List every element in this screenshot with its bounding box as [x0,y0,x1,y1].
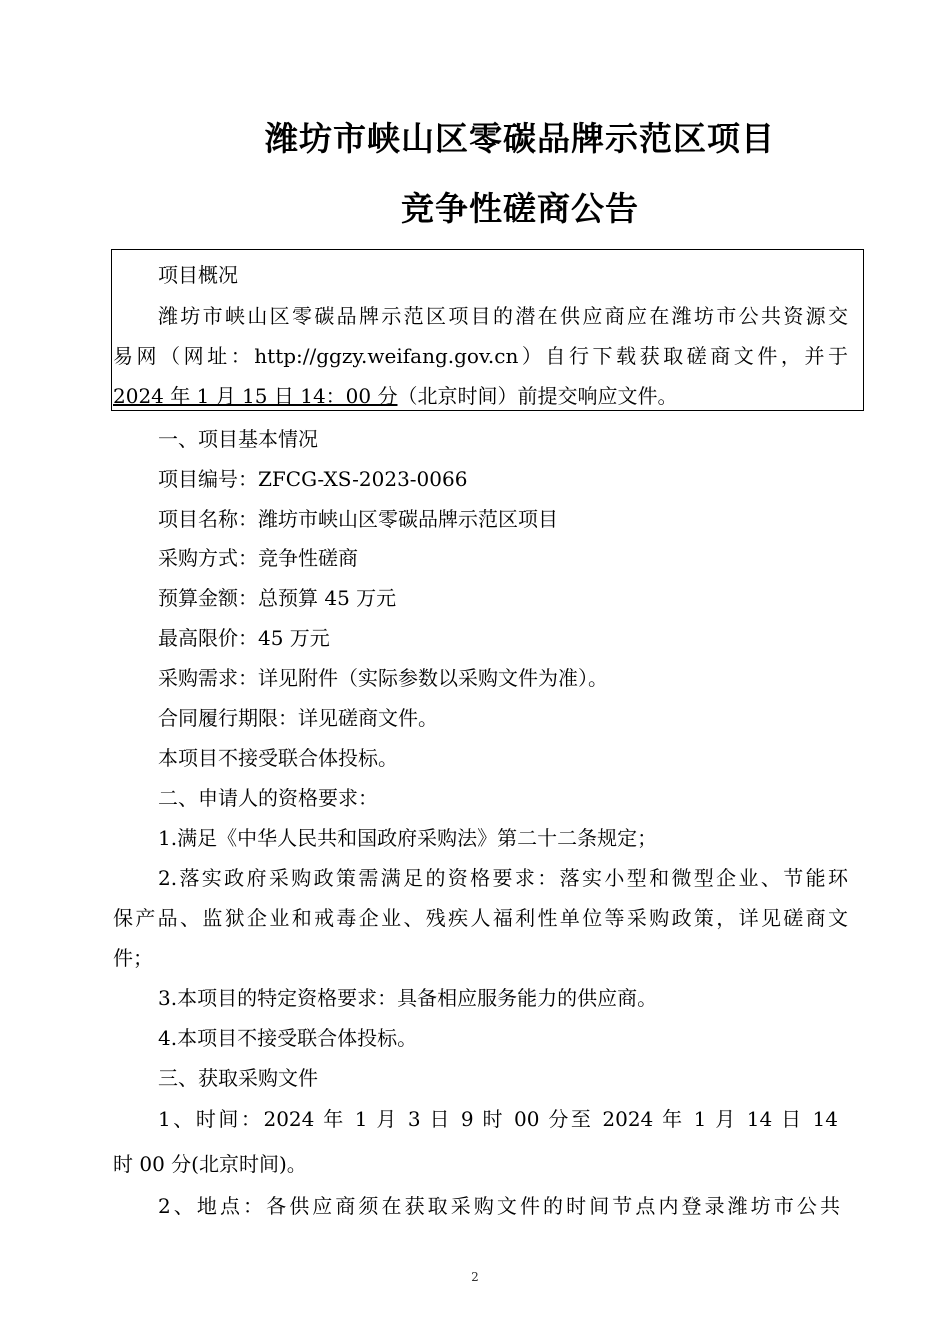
qualification-item-4: 4.本项目不接受联合体投标。 [158,1026,418,1050]
procurement-method: 采购方式：竞争性磋商 [158,546,358,570]
qualification-item-2-line-1: 2.落实政府采购政策需满足的资格要求：落实小型和微型企业、节能环 [158,866,848,890]
overview-paragraph-rest: （北京时间）前提交响应文件。 [397,384,678,408]
procurement-demand: 采购需求：详见附件（实际参数以采购文件为准）。 [158,666,608,690]
section-2-heading: 二、申请人的资格要求： [158,786,378,810]
acquisition-time-line-1: 1、时间：2024 年 1 月 3 日 9 时 00 分至 2024 年 1 月 14 日 14 [158,1107,838,1131]
consortium-note: 本项目不接受联合体投标。 [158,746,398,770]
project-number: 项目编号：ZFCG-XS-2023-0066 [158,467,468,491]
project-name: 项目名称：潍坊市峡山区零碳品牌示范区项目 [158,507,558,531]
qualification-item-2-line-3: 件； [113,946,153,970]
acquisition-place-line-1: 2、地点：各供应商须在获取采购文件的时间节点内登录潍坊市公共 [158,1194,840,1218]
overview-paragraph-line-2: 易网（网址：http://ggzy.weifang.gov.cn）自行下载获取磋商文件，并于 [113,344,848,368]
section-1-heading: 一、项目基本情况 [158,427,318,451]
contract-period: 合同履行期限：详见磋商文件。 [158,706,438,730]
overview-heading: 项目概况 [158,263,238,287]
page-number: 2 [471,1270,479,1284]
deadline: 2024 年 1 月 15 日 14：00 分 [113,384,398,408]
budget-amount: 预算金额：总预算 45 万元 [158,586,397,610]
title-line-2: 竞争性磋商公告 [401,189,639,228]
qualification-item-3: 3.本项目的特定资格要求：具备相应服务能力的供应商。 [158,986,658,1010]
section-3-heading: 三、获取采购文件 [158,1066,318,1090]
title-line-1: 潍坊市峡山区零碳品牌示范区项目 [265,119,775,158]
overview-paragraph-line-3 [113,383,677,409]
acquisition-time-line-2: 时 00 分(北京时间)。 [113,1152,307,1176]
overview-paragraph-line-1: 潍坊市峡山区零碳品牌示范区项目的潜在供应商应在潍坊市公共资源交 [158,304,848,328]
max-price: 最高限价：45 万元 [158,626,330,650]
qualification-item-1: 1.满足《中华人民共和国政府采购法》第二十二条规定； [158,826,658,850]
qualification-item-2-line-2: 保产品、监狱企业和戒毒企业、残疾人福利性单位等采购政策，详见磋商文 [113,906,848,930]
